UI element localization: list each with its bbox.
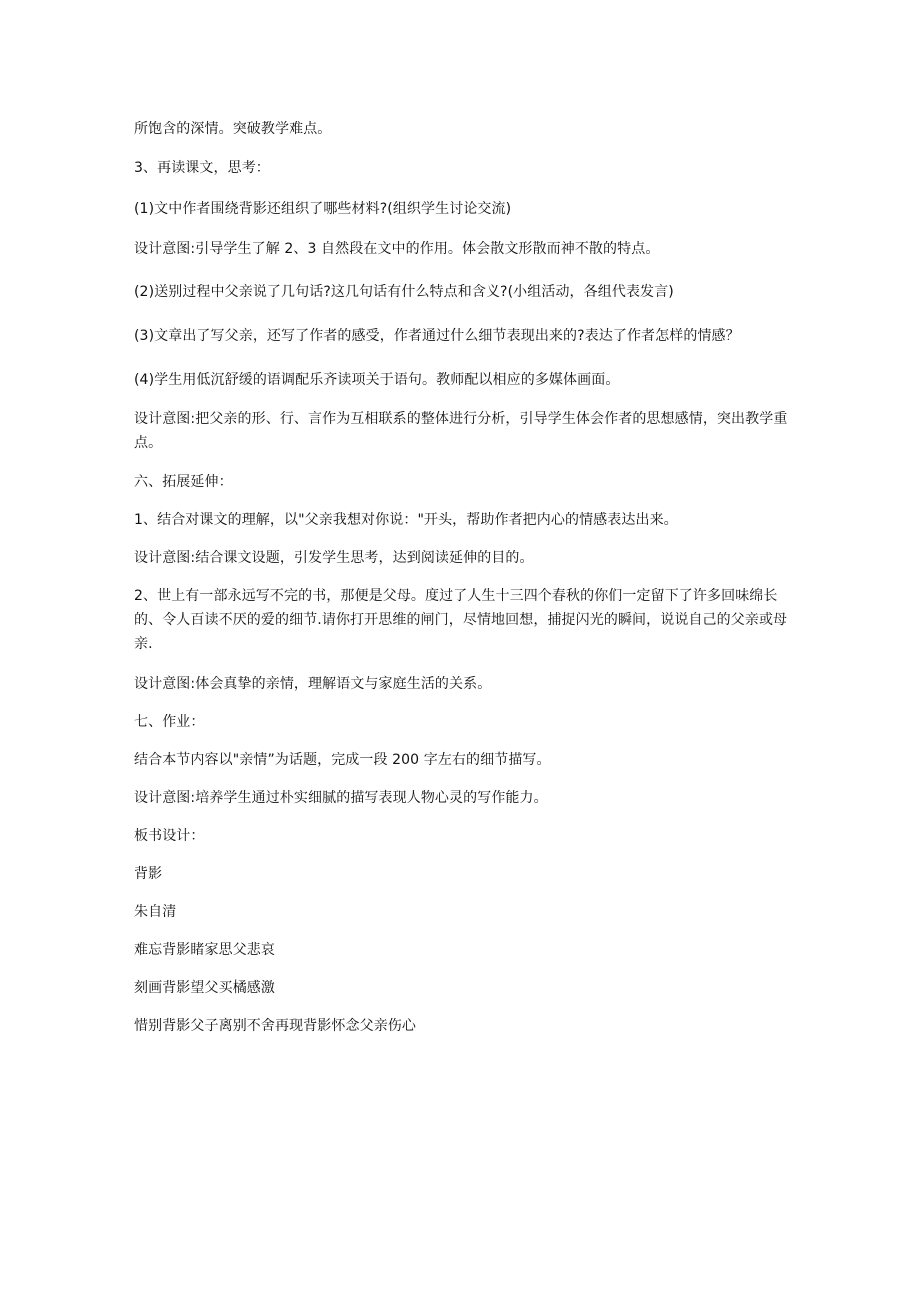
- paragraph-9: 1、结合对课文的理解，以"父亲我想对你说："开头，帮助作者把内心的情感表达出来。: [134, 512, 678, 528]
- blackboard-line-1: 难忘背影睹家思父悲哀: [134, 942, 275, 958]
- paragraph-1: 所饱含的深情。突破教学难点。: [134, 121, 332, 137]
- paragraph-7: (4)学生用低沉舒缓的语调配乐齐读项关于语句。教师配以相应的多媒体画面。: [134, 372, 620, 388]
- paragraph-13: 结合本节内容以"亲情”为话题，完成一段 200 字左右的细节描写。: [134, 752, 551, 768]
- blackboard-title: 背影: [134, 866, 163, 882]
- paragraph-8: 设计意图:把父亲的形、行、言作为互相联系的整体进行分析，引导学生体会作者的思想感情，突出教学重点。: [134, 411, 788, 451]
- paragraph-12: 设计意图:体会真挚的亲情，理解语文与家庭生活的关系。: [134, 676, 492, 692]
- paragraph-4: 设计意图:引导学生了解 2、3 自然段在文中的作用。体会散文形散而神不散的特点。: [134, 241, 660, 257]
- paragraph-14: 设计意图:培养学生通过朴实细腻的描写表现人物心灵的写作能力。: [134, 790, 548, 806]
- paragraph-2: 3、再读课文，思考：: [134, 160, 270, 176]
- blackboard-line-3: 惜别背影父子离别不舍再现背影怀念父亲伤心: [134, 1018, 416, 1034]
- paragraph-6: (3)文章出了写父亲，还写了作者的感受，作者通过什么细节表现出来的?表达了作者怎样的情感？: [134, 328, 740, 344]
- paragraph-10: 设计意图:结合课文设题，引发学生思考，达到阅读延伸的目的。: [134, 550, 534, 566]
- section-heading-7: 七、作业：: [134, 714, 205, 730]
- paragraph-3: (1)文中作者围绕背影还组织了哪些材料?(组织学生讨论交流): [134, 201, 512, 217]
- blackboard-author: 朱自清: [134, 904, 177, 920]
- blackboard-line-2: 刻画背影望父买橘感激: [134, 980, 275, 996]
- blackboard-heading: 板书设计：: [134, 828, 205, 844]
- paragraph-5: (2)送别过程中父亲说了几句话?这几句话有什么特点和含义?(小组活动，各组代表发言): [134, 284, 674, 300]
- section-heading-6: 六、拓展延伸：: [134, 474, 233, 490]
- paragraph-11: 2、世上有一部永远写不完的书，那便是父母。度过了人生十三四个春秋的你们一定留下了许多回味绵长的、令人百读不厌的爱的细节.请你打开思维的闸门，尽情地回想，捕捉闪光的瞬间，说说自己的父亲或母亲.: [134, 588, 788, 652]
